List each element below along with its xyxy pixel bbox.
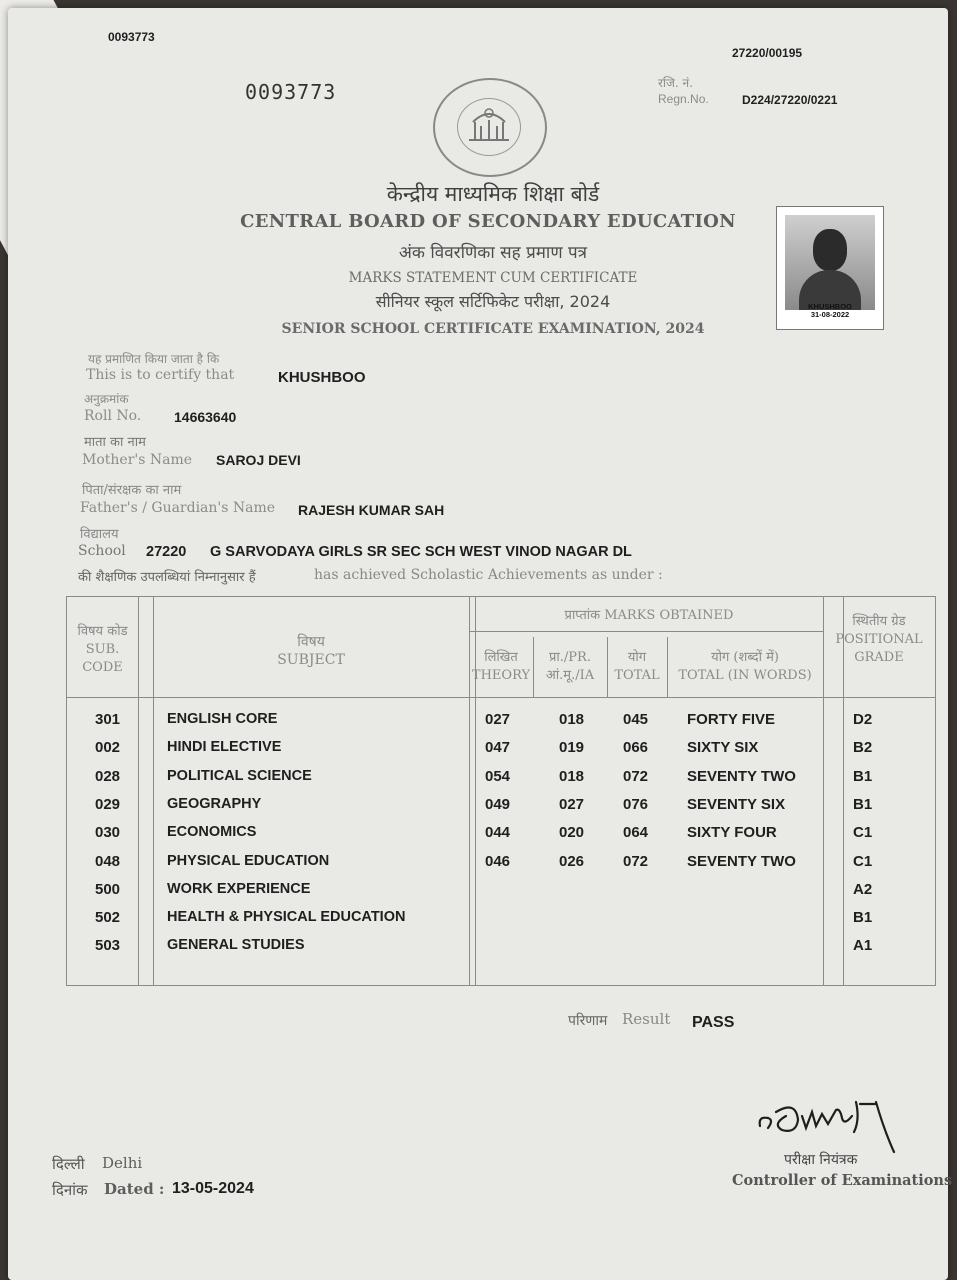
row-grade: C1 <box>853 852 873 870</box>
serial-top: 0093773 <box>108 30 155 44</box>
regn-number: D224/27220/0221 <box>742 93 838 107</box>
row-grade: B1 <box>853 909 873 927</box>
board-name: CENTRAL BOARD OF SECONDARY EDUCATION <box>240 211 736 232</box>
exam-title: SENIOR SCHOOL CERTIFICATE EXAMINATION, 2024 <box>281 321 705 337</box>
certify-label: This is to certify that <box>86 367 235 383</box>
table-row <box>67 881 935 905</box>
serial-main: 0093773 <box>245 80 337 104</box>
certify-label-hi: यह प्रमाणित किया जाता है कि <box>88 352 220 366</box>
row-total: 072 <box>623 852 649 870</box>
row-total: 064 <box>623 824 649 842</box>
row-practical: 020 <box>559 824 585 842</box>
row-total-words: SEVENTY TWO <box>687 852 796 870</box>
row-code: 002 <box>95 739 121 757</box>
header-code: विषय कोड SUB. CODE <box>77 624 128 675</box>
row-theory: 054 <box>485 767 511 785</box>
row-practical: 019 <box>559 739 585 757</box>
row-code: 029 <box>95 795 121 813</box>
board-name-hindi: केन्द्रीय माध्यमिक शिक्षा बोर्ड <box>386 182 600 206</box>
cbse-seal-icon <box>433 78 547 177</box>
header-practical: प्रा./PR. आं.मू./IA <box>545 650 595 683</box>
school-label: School <box>78 543 126 559</box>
row-code: 301 <box>95 711 121 728</box>
row-grade: B1 <box>853 795 873 813</box>
row-code: 500 <box>95 880 121 898</box>
student-name: KHUSHBOO <box>278 369 366 386</box>
row-total: 076 <box>623 795 649 813</box>
table-row <box>67 909 935 933</box>
dated-label-hi: दिनांक <box>52 1181 88 1199</box>
exam-title-hindi: सीनियर स्कूल सर्टिफिकेट परीक्षा, 2024 <box>375 292 611 311</box>
school-name: G SARVODAYA GIRLS SR SEC SCH WEST VINOD NAGAR DL <box>210 544 632 560</box>
row-grade: A1 <box>853 937 873 955</box>
regn-label-hi: रजि. नं. <box>658 76 694 90</box>
row-subject: HINDI ELECTIVE <box>167 739 282 756</box>
row-practical: 027 <box>559 795 585 813</box>
row-code: 028 <box>95 767 121 785</box>
table-row <box>67 711 935 735</box>
student-photo <box>776 206 884 330</box>
row-practical: 018 <box>559 767 585 785</box>
regn-label: Regn.No. <box>658 92 709 106</box>
row-practical: 018 <box>559 711 585 728</box>
row-subject: HEALTH & PHYSICAL EDUCATION <box>167 909 406 926</box>
row-theory: 049 <box>485 795 511 813</box>
document-title-hindi: अंक विवरणिका सह प्रमाण पत्र <box>398 243 588 263</box>
roll-label-hi: अनुक्रमांक <box>84 392 129 406</box>
achievements-label: has achieved Scholastic Achievements as under : <box>314 567 663 583</box>
row-grade: B1 <box>853 767 873 785</box>
row-theory: 044 <box>485 824 511 842</box>
photo-date: 31-08-2022 <box>810 310 850 319</box>
mother-name: SAROJ DEVI <box>216 452 301 468</box>
table-row <box>67 853 935 877</box>
row-theory: 046 <box>485 852 511 870</box>
table-row <box>67 824 935 848</box>
header-grade: स्थितीय ग्रेड POSITIONAL GRADE <box>835 614 923 665</box>
result-value: PASS <box>692 1014 735 1031</box>
document-title: MARKS STATEMENT CUM CERTIFICATE <box>348 270 638 286</box>
father-label-hi: पिता/संरक्षक का नाम <box>82 483 182 498</box>
header-total-words: योग (शब्दों में) TOTAL (IN WORDS) <box>678 650 812 683</box>
controller-label: Controller of Examinations <box>732 1172 953 1189</box>
mother-label: Mother's Name <box>82 452 193 468</box>
header-marks-obtained: प्राप्तांक MARKS OBTAINED <box>564 608 734 623</box>
row-code: 030 <box>95 824 121 842</box>
dated-label: Dated : <box>104 1180 165 1198</box>
row-subject: ECONOMICS <box>167 824 257 841</box>
table-row <box>67 739 935 763</box>
row-grade: C1 <box>853 824 873 842</box>
roll-number: 14663640 <box>174 409 237 425</box>
row-total-words: SIXTY FOUR <box>687 824 777 842</box>
row-subject: ENGLISH CORE <box>167 711 278 727</box>
table-row <box>67 796 935 820</box>
row-grade: B2 <box>853 739 873 757</box>
place-label: Delhi <box>102 1154 143 1172</box>
row-total: 066 <box>623 739 649 757</box>
row-code: 503 <box>95 937 121 955</box>
row-subject: WORK EXPERIENCE <box>167 880 311 897</box>
row-total-words: SEVENTY SIX <box>687 795 786 813</box>
row-code: 502 <box>95 909 121 927</box>
reference-number: 27220/00195 <box>732 46 803 60</box>
row-total-words: FORTY FIVE <box>687 711 776 728</box>
row-grade: D2 <box>853 711 873 728</box>
row-total-words: SIXTY SIX <box>687 739 759 757</box>
marks-certificate <box>8 8 953 1280</box>
marks-table <box>66 596 936 986</box>
table-row <box>67 768 935 792</box>
row-total: 045 <box>623 711 649 728</box>
row-subject: POLITICAL SCIENCE <box>167 767 312 784</box>
place-label-hi: दिल्ली <box>52 1155 85 1173</box>
table-row <box>67 937 935 961</box>
row-total: 072 <box>623 767 649 785</box>
row-subject: PHYSICAL EDUCATION <box>167 852 330 869</box>
controller-label-hi: परीक्षा नियंत्रक <box>784 1152 858 1168</box>
issue-date: 13-05-2024 <box>172 1180 254 1197</box>
school-label-hi: विद्यालय <box>80 527 119 542</box>
row-practical: 026 <box>559 852 585 870</box>
header-theory: लिखित THEORY <box>471 650 531 683</box>
mother-label-hi: माता का नाम <box>84 435 146 450</box>
father-label: Father's / Guardian's Name <box>80 500 276 516</box>
roll-label: Roll No. <box>84 408 142 424</box>
row-code: 048 <box>95 852 121 870</box>
row-subject: GEOGRAPHY <box>167 795 262 812</box>
row-subject: GENERAL STUDIES <box>167 937 305 954</box>
header-total: योग TOTAL <box>614 650 660 683</box>
row-theory: 047 <box>485 739 511 757</box>
row-total-words: SEVENTY TWO <box>687 767 796 785</box>
result-label-hi: परिणाम <box>568 1013 608 1029</box>
controller-signature <box>756 1090 906 1154</box>
photo-name: KHUSHBOO <box>808 302 852 311</box>
row-grade: A2 <box>853 880 873 898</box>
header-subject: विषय SUBJECT <box>277 634 345 668</box>
achievements-label-hi: की शैक्षणिक उपलब्धियां निम्नानुसार हैं <box>78 570 256 585</box>
school-code: 27220 <box>146 544 187 560</box>
result-label: Result <box>622 1010 671 1028</box>
father-name: RAJESH KUMAR SAH <box>298 502 445 518</box>
row-theory: 027 <box>485 711 511 728</box>
